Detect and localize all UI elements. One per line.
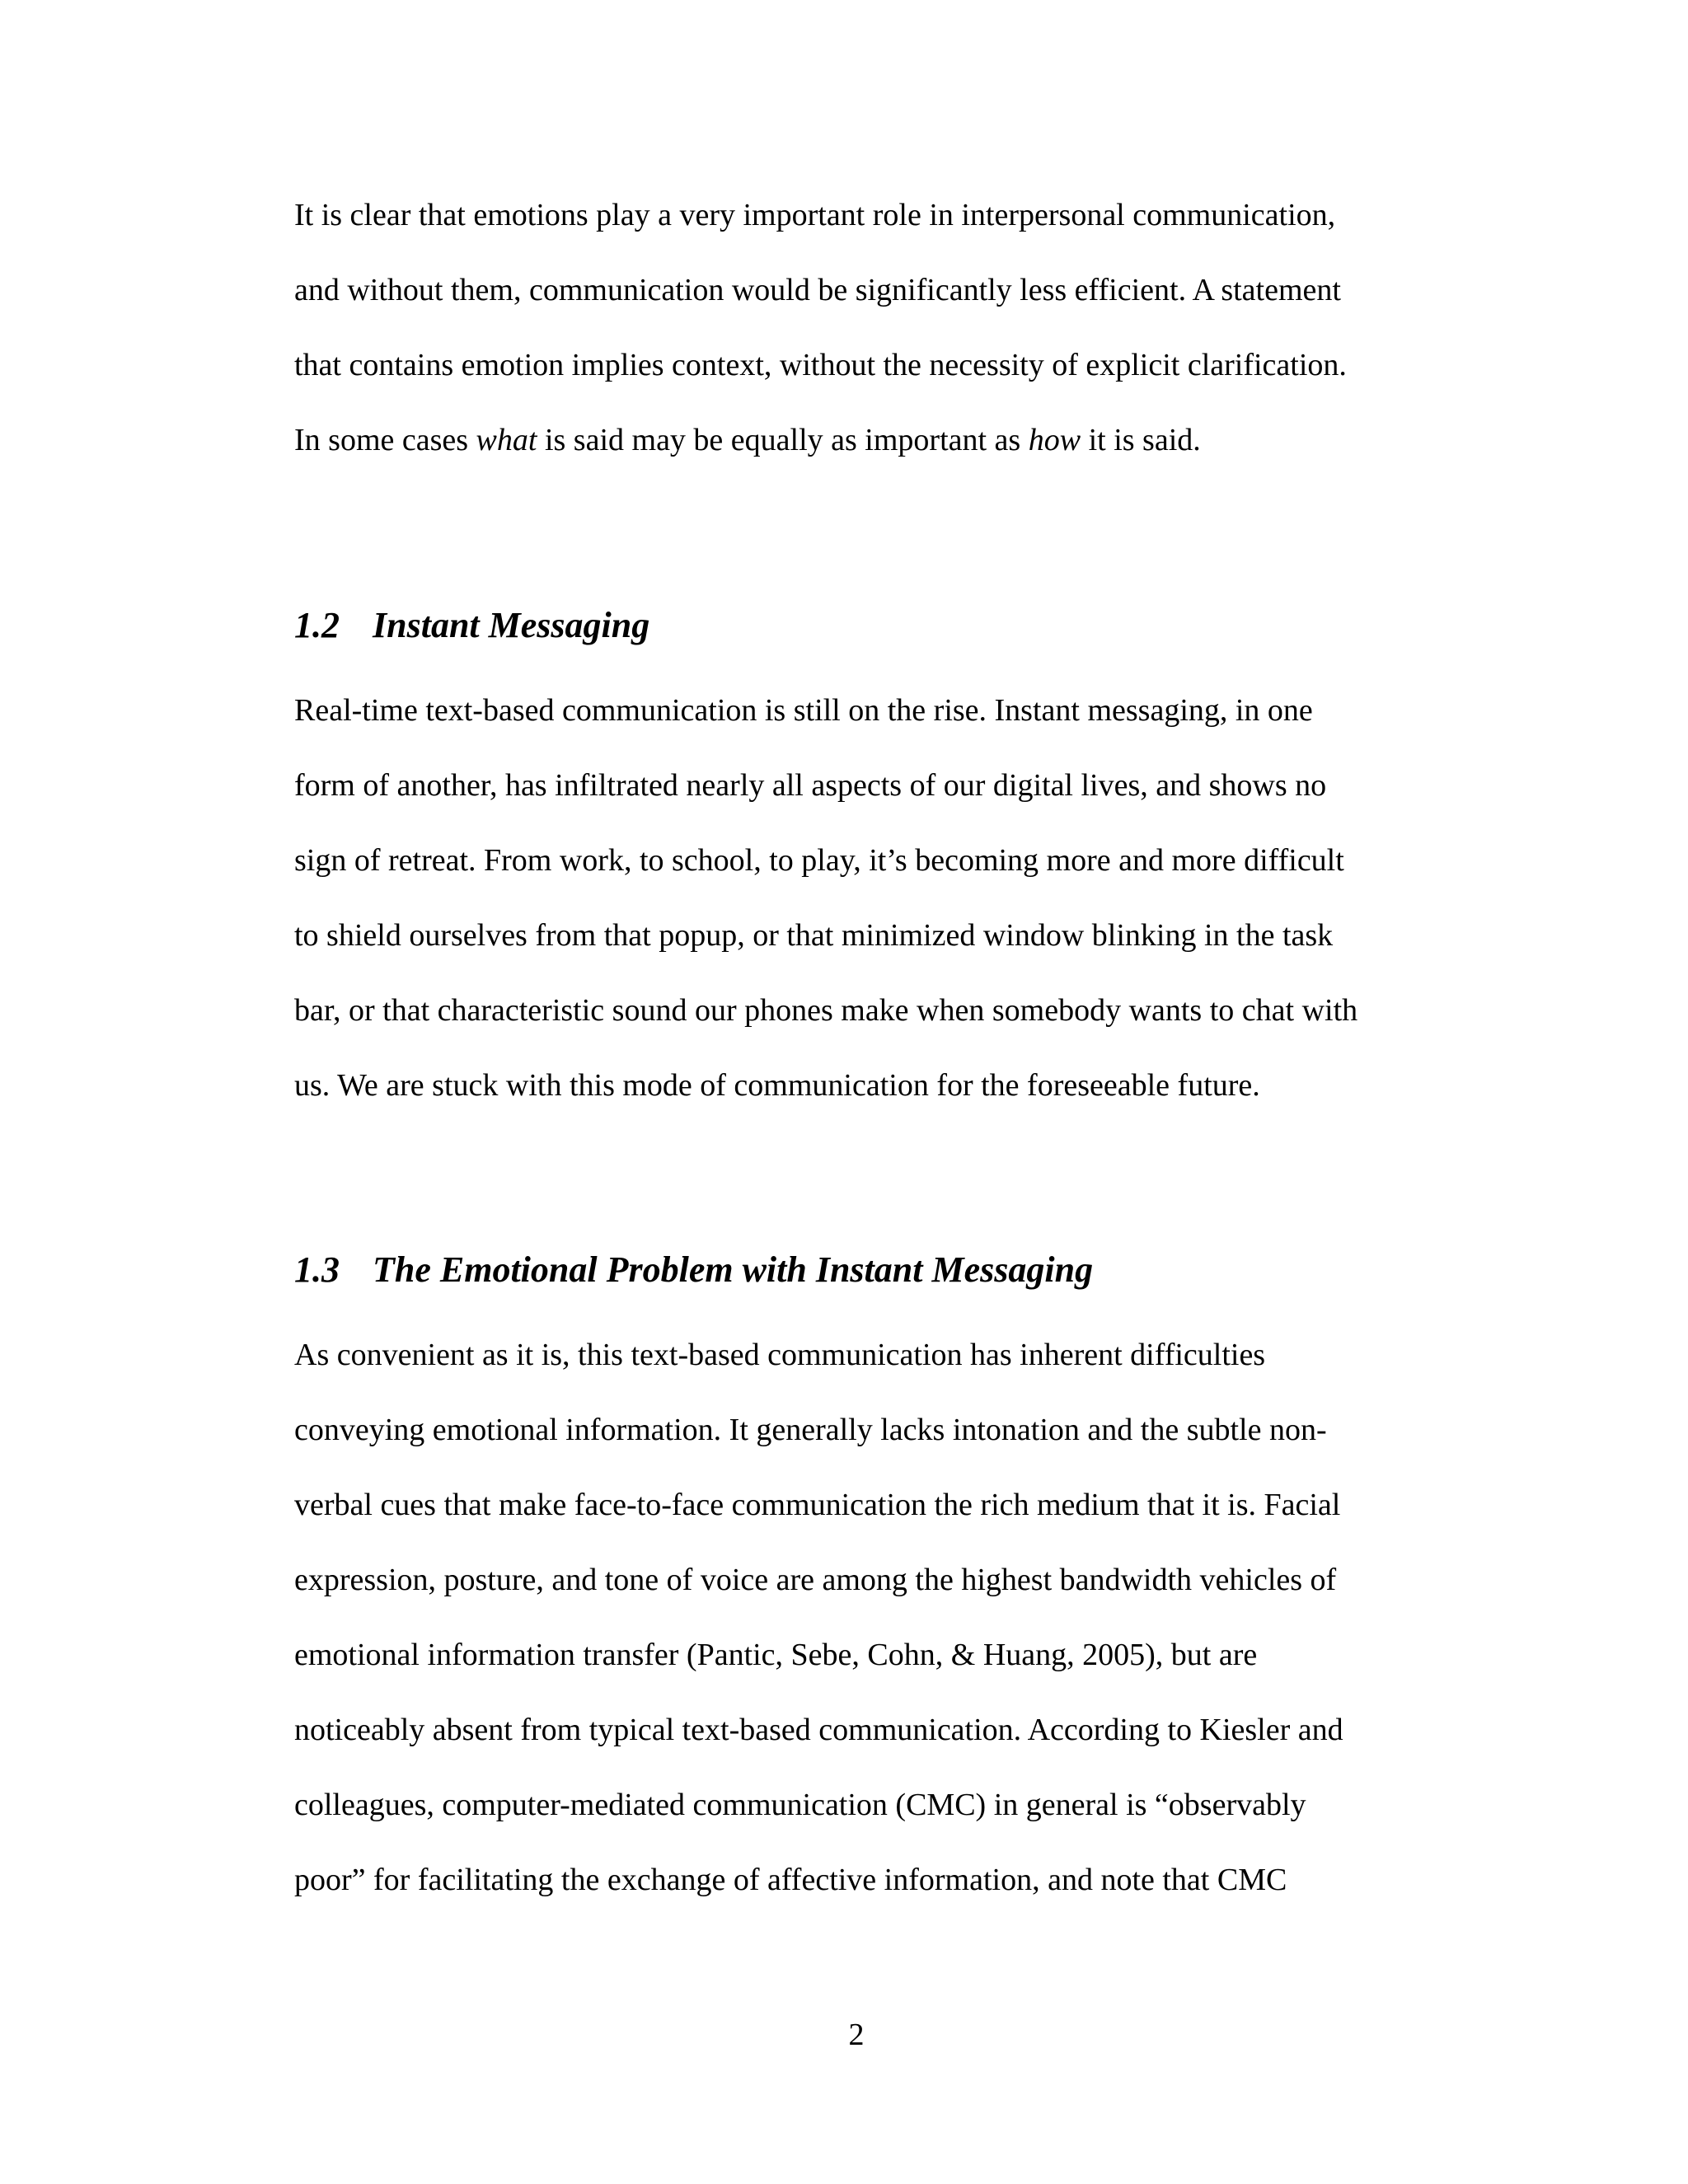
section-1-2-line-5: bar, or that characteristic sound our phones make when somebody wants to chat with (294, 993, 1358, 1028)
section-1-3-line-2: conveying emotional information. It generally lacks intonation and the subtle non- (294, 1413, 1327, 1447)
section-1-3-line-4: expression, posture, and tone of voice are among the highest bandwidth vehicles of (294, 1563, 1337, 1597)
intro-line-4 (294, 421, 1201, 459)
section-number: 1.3 (294, 1249, 340, 1290)
section-1-2-line-1: Real-time text-based communication is still on the rise. Instant messaging, in one (294, 693, 1313, 728)
section-1-3-line-8: poor” for facilitating the exchange of affective information, and note that CMC (294, 1863, 1287, 1897)
section-1-2-line-3: sign of retreat. From work, to school, to play, it’s becoming more and more difficult (294, 843, 1344, 878)
section-title: Instant Messaging (373, 605, 650, 645)
section-1-3-line-3: verbal cues that make face-to-face communication the rich medium that it is. Facial (294, 1488, 1341, 1522)
intro-line-4-part-a: In some cases (294, 423, 476, 457)
section-number: 1.2 (294, 605, 340, 645)
section-heading-1-3 (294, 1249, 1093, 1291)
intro-line-4-part-b: is said may be equally as important as (537, 423, 1029, 457)
intro-line-1: It is clear that emotions play a very important role in interpersonal communication, (294, 198, 1336, 232)
intro-line-2: and without them, communication would be significantly less efficient. A statement (294, 273, 1341, 307)
emphasis-what: what (476, 423, 537, 457)
section-1-2-line-4: to shield ourselves from that popup, or that minimized window blinking in the task (294, 918, 1334, 953)
section-1-2-line-6: us. We are stuck with this mode of communication for the foreseeable future. (294, 1068, 1260, 1103)
section-1-3-line-1: As convenient as it is, this text-based communication has inherent difficulties (294, 1338, 1266, 1372)
section-heading-1-2 (294, 604, 649, 647)
emphasis-how: how (1028, 423, 1081, 457)
page-number: 2 (848, 2018, 865, 2052)
intro-line-4-part-c: it is said. (1081, 423, 1201, 457)
intro-line-3: that contains emotion implies context, without the necessity of explicit clarification. (294, 348, 1347, 382)
section-1-2-line-2: form of another, has infiltrated nearly all aspects of our digital lives, and shows no (294, 768, 1327, 803)
section-1-3-line-5: emotional information transfer (Pantic, Sebe, Cohn, & Huang, 2005), but are (294, 1638, 1258, 1672)
section-title: The Emotional Problem with Instant Messaging (373, 1249, 1094, 1290)
section-1-3-line-7: colleagues, computer-mediated communication (CMC) in general is “observably (294, 1788, 1306, 1822)
section-1-3-line-6: noticeably absent from typical text-based communication. According to Kiesler and (294, 1713, 1343, 1747)
